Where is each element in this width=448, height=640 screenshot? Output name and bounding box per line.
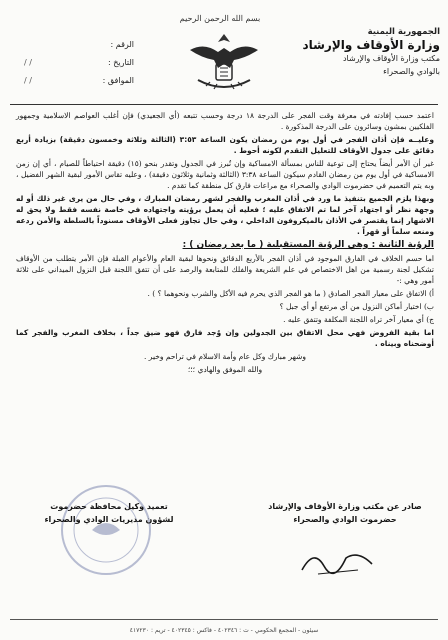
region-name: بالوادي والصحراء: [383, 67, 440, 76]
signer-left-region: لشؤون مديريات الوادي والصحراء: [44, 515, 174, 524]
letterhead-right: [270, 26, 440, 78]
closing-line-2: والله الموفق والهادي ؛؛؛: [187, 365, 263, 374]
republic-name: الجمهورية اليمنية: [367, 27, 440, 37]
corresp-value: / /: [24, 76, 32, 85]
signer-right-title: صادر عن مكتب وزارة الأوقاف والإرشاد: [268, 502, 422, 511]
corresp-row: [24, 72, 134, 90]
signer-left-title: تعميد وكيل محافظة حضرموت: [50, 502, 168, 511]
ministry-name: وزارة الأوقاف والإرشاد: [302, 38, 440, 52]
ref-label: الرقم :: [110, 40, 134, 49]
reference-block: [24, 36, 134, 90]
date-row: [24, 54, 134, 72]
handwritten-signature-icon: [298, 540, 378, 580]
header-divider: [10, 104, 438, 105]
footer-contact: سيئون - المجمع الحكومي - ت : ٤٠٢٣٤٦ - فاكس : ٤٠٢٣٤٥ - تريم : ٤١٧٢٣٠: [129, 627, 319, 634]
letter-body: [16, 110, 434, 377]
official-stamp-icon: [56, 480, 156, 580]
ref-row: [24, 36, 134, 54]
section-heading: الرؤية الثانية : وهي الرؤية المستقبلية ( ما بعد رمضان ) :: [182, 240, 434, 250]
list-item-b: ب) اختيار أماكن النزول من أي مرتفع أو أي جبل ؟: [279, 302, 434, 311]
list-item-a: أ) الاتفاق على معيار الفجر الصادق ( ما هو الفجر الذي يحرم فيه الأكل والشرب ونحوهما ؟ ) .: [147, 289, 434, 298]
footer-divider: [10, 619, 438, 620]
date-value: / /: [24, 58, 32, 67]
eagle-emblem-icon: [184, 28, 264, 98]
list-item-c: ج) أي معيار آخر تراه اللجنة المكلفة وتتفق عليه .: [283, 315, 434, 324]
signature-block-left: [24, 500, 194, 526]
paragraph-4: وبهذا يلزم الجميع بتنفيذ ما ورد في أذان المغرب والفجر لشهر رمضان المبارك ، وفي حال من يرى غير ذلك أو له وجهة نظر أو اجتهاد آخر لما تم الاتفاق عليه ؛ فعليه أن يعمل برؤيته واجتهاده في خاصة نفسه فقط ولا يحق له الاشهار إنما يقتصر في الأذان بالميكروفون الداخلي ، وفي حال تجاوز فعلى الأوقاف مسنوداً بالسلطة والأمن ردعه ومنعه سلماً أو قهراً .: [16, 194, 434, 236]
signature-block-right: [260, 500, 430, 526]
signer-right-region: حضرموت الوادي والصحراء: [293, 515, 397, 524]
closing-line-1: وشهر مبارك وكل عام وأمة الاسلام في تراحم وخير .: [144, 352, 306, 361]
basmala: بسم الله الرحمن الرحيم: [179, 14, 261, 23]
office-name: مكتب وزارة الأوقاف والإرشاد: [342, 54, 440, 63]
paragraph-3: غير أن الأمر أيضاً يحتاج إلى توعية للناس بمسألة الامساكية وإن تُبرز في الجدول وتقدر بنحو (١٥) دقيقة احتياطاً للصيام ، أي إن زمن الامساكية في أول يوم من رمضان القادم سيكون الساعة ٣:٣٨ (الثالثة وثمانية وثلاثون دقيقة) ، وعليه تقاس الأمور لبقية الشهر الفضيل ، وبه يتم التعميم في حضرموت الوادي والصحراء مع مراعات فارق كل منطقة كما تقدم .: [16, 159, 434, 190]
paragraph-1: اعتمد حسب إفادته في معرفة وقت الفجر على الدرجة ١٨ درجة وحسب تتبعه (أي الجعيدي) فإن أغلب العواصم الاسلامية وجمهور الفلكيين بمشون وسائرون على الدرجة المذكورة .: [16, 111, 434, 131]
paragraph-2: وعليــه فإن أذان الفجر في أول يوم من رمضان يكون الساعة ٣:٥٣ (الثالثة وثلاثة وخمسون دقيقة) بزيادة أربع دقائق على جدول الأوقاف للتعليل التقدم لكونه أحوط .: [16, 135, 435, 155]
corresp-label: الموافق :: [102, 76, 134, 85]
paragraph-6: اما بقية الفروض فهي محل الاتفاق بين الجدولين وإن وُجد فارق فهو ضيق جداً ، بخلاف المغرب والفجر كما أوضحناه وبيناه .: [16, 328, 434, 348]
paragraph-5: اما حسم الخلاف في الفارق الموجود في أذان الفجر بالأربع الدقائق ونحوها لبقية العام والأعوام القبلة فإن الأمر يتطلب من الأوقاف تشكيل لجنة رسمية من اهل الاختصاص في علم الشريعة والفلك للمتابعة والرصد على أن تتفق اللجنة قبل النزول الميداني على ثلاثة أمور وهي :-: [16, 254, 434, 285]
date-label: التاريخ :: [107, 58, 134, 67]
